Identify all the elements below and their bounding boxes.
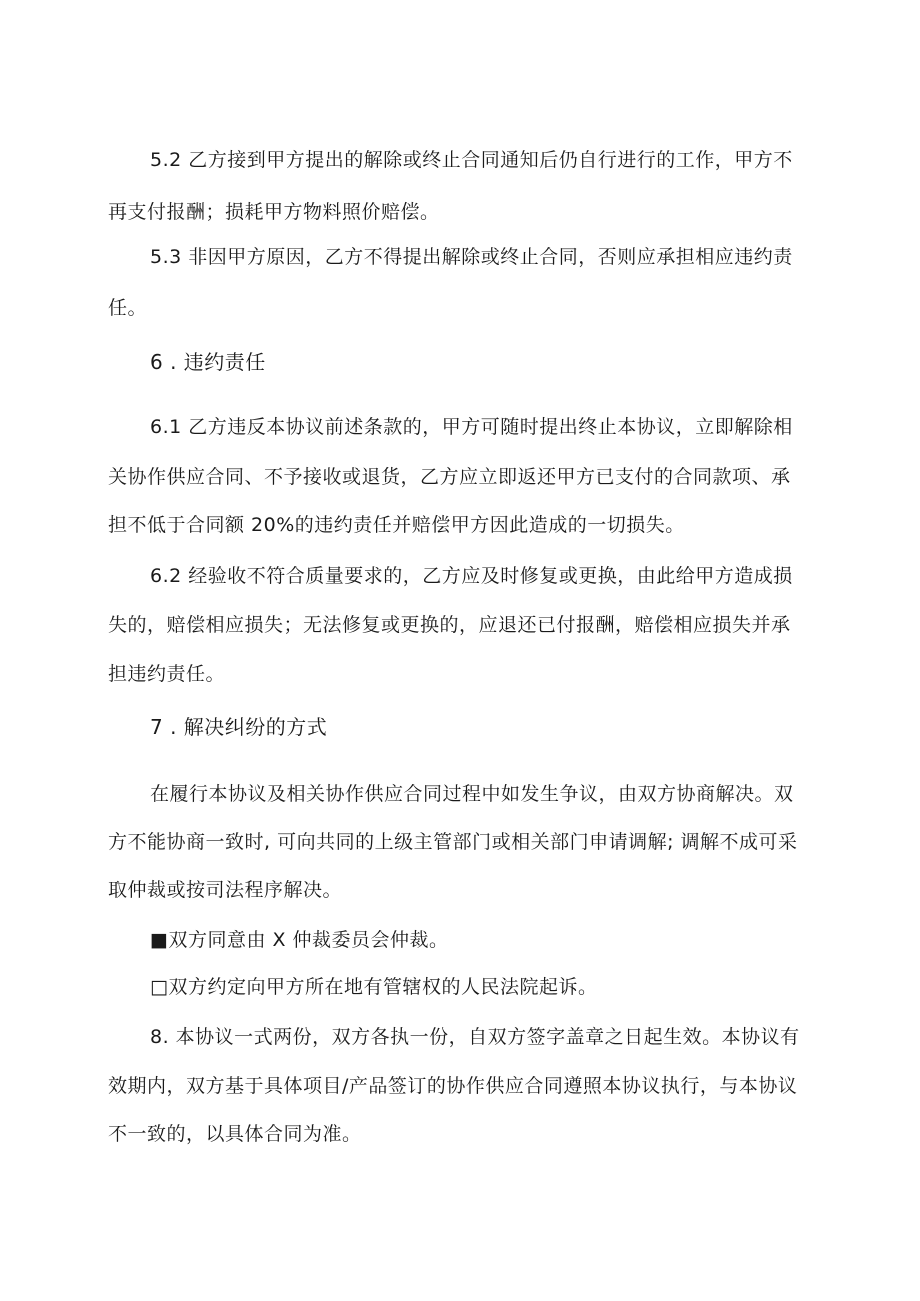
clause-6-2-line-1: 6.2 经验收不符合质量要求的，乙方应及时修复或更换，由此给甲方造成损 <box>150 565 793 587</box>
clause-5-2-line-1: 5.2 乙方接到甲方提出的解除或终止合同通知后仍自行进行的工作，甲方不 <box>150 149 793 171</box>
court-option-unchecked: □双方约定向甲方所在地有管辖权的人民法院起诉。 <box>150 976 598 998</box>
clause-6-2-line-2: 失的，赔偿相应损失；无法修复或更换的，应退还已付报酬，赔偿相应损失并承 <box>108 614 791 636</box>
clause-6-1-line-3: 担不低于合同额 20%的违约责任并赔偿甲方因此造成的一切损失。 <box>108 514 685 536</box>
clause-6-1-line-1: 6.1 乙方违反本协议前述条款的，甲方可随时提出终止本协议，立即解除相 <box>150 416 793 438</box>
clause-6-1-line-2: 关协作供应合同、不予接收或退货，乙方应立即返还甲方已支付的合同款项、承 <box>108 466 791 488</box>
dispute-line-2: 方不能协商一致时, 可向共同的上级主管部门或相关部门申请调解; 调解不成可采 <box>108 831 798 853</box>
clause-8-line-1: 8. 本协议一式两份，双方各执一份，自双方签字盖章之日起生效。本协议有 <box>150 1026 800 1048</box>
dispute-line-3: 取仲裁或按司法程序解决。 <box>108 879 343 901</box>
clause-8-line-2: 效期内，双方基于具体项目/产品签订的协作供应合同遵照本协议执行，与本协议 <box>108 1075 798 1097</box>
clause-5-2-line-2: 再支付报酬；损耗甲方物料照价赔偿。 <box>108 201 440 223</box>
section-6-heading: 6 . 违约责任 <box>150 350 266 374</box>
clause-8-line-3: 不一致的，以具体合同为准。 <box>108 1123 362 1145</box>
clause-5-3-line-1: 5.3 非因甲方原因，乙方不得提出解除或终止合同，否则应承担相应违约责 <box>150 246 793 268</box>
dispute-line-1: 在履行本协议及相关协作供应合同过程中如发生争议，由双方协商解决。双 <box>150 783 794 805</box>
clause-5-3-line-2: 任。 <box>108 297 148 319</box>
section-7-heading: 7 . 解决纠纷的方式 <box>150 715 328 739</box>
arbitration-option-checked: ■双方同意由 X 仲裁委员会仲裁。 <box>150 929 449 951</box>
clause-6-2-line-3: 担违约责任。 <box>108 663 226 685</box>
